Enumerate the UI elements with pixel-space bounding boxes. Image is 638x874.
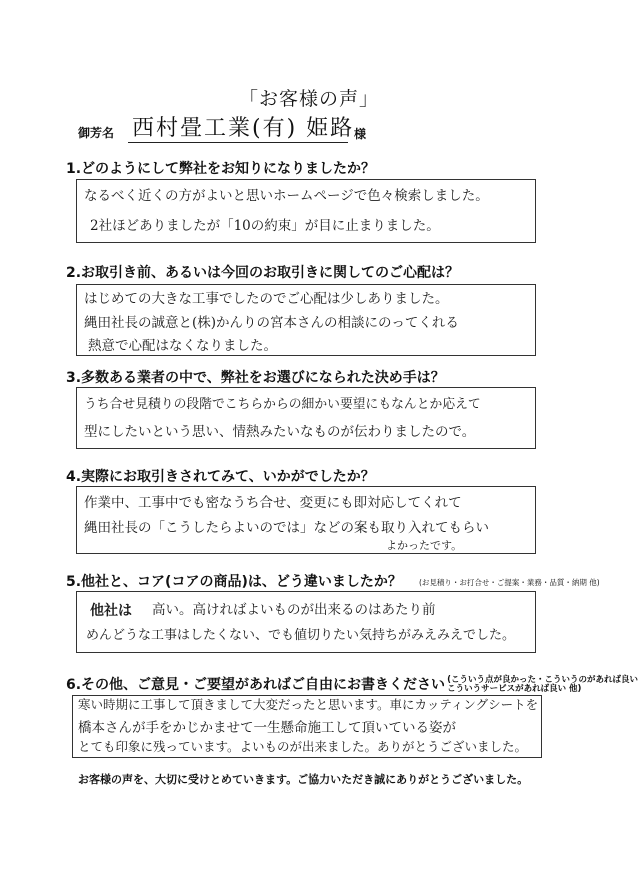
- question-6-text: 6.その他、ご意見・ご要望があればご自由にお書きください: [66, 677, 446, 693]
- answer-6-line-3: とても印象に残っています。よいものが出来ました。ありがとうございました。: [78, 739, 528, 754]
- answer-4-line-3: よかったです。: [386, 539, 463, 552]
- question-2: 2.お取引き前、あるいは今回のお取引きに関してのご心配は？: [66, 265, 460, 281]
- question-5-note: (お見積り・お打合せ・ご提案・業務・品質・納期 他): [419, 578, 600, 587]
- answer-6-line-2: 橋本さんが手をかじかませて一生懸命施工して頂いている姿が: [78, 720, 456, 736]
- answer-2-line-3: 熱意で心配はなくなりました。: [88, 338, 277, 354]
- question-4: 4.実際にお取引きされてみて、いかがでしたか？: [66, 469, 375, 485]
- answer-1-line-2: 2社ほどありましたが「10の約束」が目に止まりました。: [90, 218, 440, 234]
- question-1: 1.どのようにして弊社をお知りになりましたか？: [66, 161, 376, 177]
- answer-3-line-1: うち合せ見積りの段階でこちらからの細かい要望にもなんとか応えて: [84, 397, 481, 412]
- question-6: [66, 674, 638, 694]
- answer-4-line-1: 作業中、工事中でも密なうち合せ、変更にも即対応してくれて: [84, 495, 462, 511]
- question-6-note-line-1: (こういう点が良かった・こういうのがあれば良い: [447, 675, 638, 685]
- answer-5-label: 他社は: [90, 603, 132, 619]
- answer-2-line-2: 縄田社長の誠意と(株)かんりの宮本さんの相談にのってくれる: [84, 315, 459, 331]
- question-6-note: [447, 676, 638, 694]
- question-6-note-line-2: こういうサービスがあれば良い 他): [447, 684, 582, 694]
- question-5: 5.他社と、コア(コアの商品)は、どう違いましたか？: [66, 574, 402, 590]
- honorific-prefix: 御芳名: [78, 126, 115, 140]
- honorific-suffix: 様: [354, 127, 367, 141]
- answer-3-line-2: 型にしたいという思い、情熱みたいなものが伝わりましたので。: [84, 424, 476, 440]
- answer-6-line-1: 寒い時期に工事して頂きまして大変だったと思います。車にカッティングシートを: [78, 697, 539, 712]
- answer-2-line-1: はじめての大きな工事でしたのでご心配は少しありました。: [84, 291, 449, 307]
- page-title: 「お客様の声」: [238, 88, 379, 110]
- question-3: 3.多数ある業者の中で、弊社をお選びになられた決め手は？: [66, 370, 445, 386]
- answer-5-line-2: めんどうな工事はしたくない、でも値切りたい気持ちがみえみえでした。: [86, 628, 516, 643]
- answer-1-line-1: なるべく近くの方がよいと思いホームページで色々検索しました。: [84, 188, 489, 204]
- customer-name: 西村畳工業(有) 姫路: [132, 116, 355, 141]
- answer-5-line-1: 高い。高ければよいものが出来るのはあたり前: [152, 602, 436, 618]
- answer-4-line-2: 縄田社長の「こうしたらよいのでは」などの案も取り入れてもらい: [84, 520, 489, 536]
- footer-thanks: お客様の声を、大切に受けとめていきます。ご協力いただき誠にありがとうございました。: [78, 773, 529, 786]
- name-underline: [128, 142, 348, 143]
